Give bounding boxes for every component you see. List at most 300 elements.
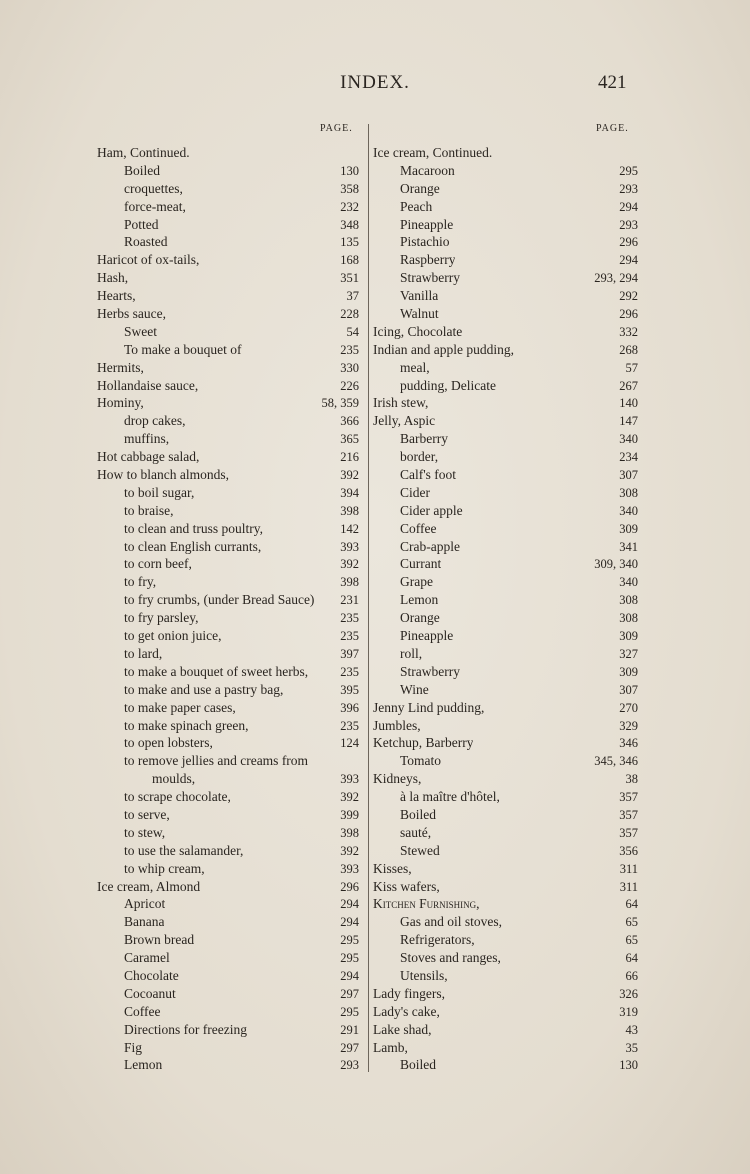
- index-entry: [373, 860, 638, 878]
- index-entry: [97, 663, 359, 681]
- index-entry-text: Stewed: [400, 842, 440, 858]
- index-entry-text: Kisses,: [373, 860, 412, 876]
- index-entry: [97, 1003, 359, 1021]
- index-entry: [97, 699, 359, 717]
- index-entry-text: Gas and oil stoves,: [400, 914, 502, 930]
- index-entry-text: Tomato: [400, 753, 442, 769]
- index-entry-text: to get onion juice,: [124, 628, 222, 644]
- index-entry-text: Lady's cake,: [373, 1003, 440, 1019]
- index-entry-page: 294: [340, 968, 359, 983]
- index-entry-text: Irish stew,: [373, 395, 429, 411]
- index-entry-page: 294: [619, 199, 638, 214]
- index-entry-text: Hominy,: [97, 395, 144, 411]
- index-entry-page: 307: [619, 468, 638, 483]
- index-entry-page: 235: [340, 629, 359, 644]
- index-entry-text: Hot cabbage salad,: [97, 449, 200, 465]
- index-entry: [373, 430, 638, 448]
- index-entry-page: 345, 346: [594, 754, 638, 769]
- index-entry-page: 330: [340, 360, 359, 375]
- index-entry-text: Lemon: [400, 592, 439, 608]
- index-entry: [373, 466, 638, 484]
- index-entry-page: 392: [340, 790, 359, 805]
- index-entry: [373, 573, 638, 591]
- index-entry: [373, 394, 638, 412]
- index-entry: [373, 913, 638, 931]
- index-entry-page: 365: [340, 432, 359, 447]
- index-entry-page: 394: [340, 485, 359, 500]
- index-entry-page: 294: [619, 253, 638, 268]
- index-entry-page: 392: [340, 468, 359, 483]
- index-entry: [373, 538, 638, 556]
- index-entry: [97, 448, 359, 466]
- index-entry: [97, 645, 359, 663]
- index-entry: [97, 573, 359, 591]
- index-entry-text: Haricot of ox-tails,: [97, 252, 200, 268]
- index-entry-text: roll,: [400, 645, 423, 661]
- index-entry-page: 340: [619, 575, 638, 590]
- right-index-column: [373, 144, 638, 1074]
- index-entry: [373, 895, 638, 913]
- index-entry-page: 311: [619, 861, 638, 876]
- index-entry-text: Directions for freezing: [124, 1021, 247, 1037]
- index-entry: [97, 323, 359, 341]
- index-entry-page: 57: [625, 360, 638, 375]
- index-entry: [97, 913, 359, 931]
- index-entry-page: 327: [619, 646, 638, 661]
- index-entry-page: 64: [625, 951, 638, 966]
- index-entry-page: 341: [619, 539, 638, 554]
- index-entry-text: Vanilla: [400, 288, 439, 304]
- index-entry-page: 135: [340, 235, 359, 250]
- index-entry: [373, 609, 638, 627]
- index-entry: [97, 627, 359, 645]
- index-entry-page: 309, 340: [594, 557, 638, 572]
- index-entry-page: 309: [619, 664, 638, 679]
- index-entry-page: 293: [340, 1058, 359, 1073]
- index-entry: [373, 842, 638, 860]
- index-entry-page: 348: [340, 217, 359, 232]
- index-entry-text: to scrape chocolate,: [124, 789, 231, 805]
- index-entry-page: 399: [340, 807, 359, 822]
- index-entry: [373, 287, 638, 305]
- index-entry: [373, 681, 638, 699]
- index-entry-text: Boiled: [400, 806, 436, 822]
- index-entry-text: Strawberry: [400, 270, 460, 286]
- index-entry: [97, 216, 359, 234]
- index-entry-text: Cider: [400, 484, 430, 500]
- index-entry: [373, 484, 638, 502]
- index-entry-text: Peach: [400, 198, 433, 214]
- index-entry-page: 397: [340, 646, 359, 661]
- index-entry: [373, 555, 638, 573]
- index-entry-page: 293: [619, 181, 638, 196]
- index-entry-page: 130: [619, 1058, 638, 1073]
- index-entry-page: 307: [619, 682, 638, 697]
- index-entry-page: 308: [619, 485, 638, 500]
- index-entry-page: 270: [619, 700, 638, 715]
- index-entry: [97, 233, 359, 251]
- index-entry-page: 357: [619, 807, 638, 822]
- index-entry: [97, 967, 359, 985]
- index-entry-page: 295: [340, 933, 359, 948]
- index-entry-page: 293: [619, 217, 638, 232]
- index-entry-text: Icing, Chocolate: [373, 323, 463, 339]
- index-entry: [97, 341, 359, 359]
- index-entry-page: 297: [340, 986, 359, 1001]
- index-entry: [373, 1056, 638, 1074]
- index-entry-text: Cider apple: [400, 502, 463, 518]
- index-entry-text: Pistachio: [400, 234, 450, 250]
- index-entry: [373, 412, 638, 430]
- index-entry-text: to use the salamander,: [124, 842, 244, 858]
- index-entry-text: Ice cream, Almond: [97, 878, 201, 894]
- index-entry: [373, 251, 638, 269]
- index-entry: [97, 412, 359, 430]
- left-index-column: [97, 144, 359, 1074]
- index-entry-text: Sweet: [124, 323, 157, 339]
- index-entry-page: 295: [340, 1004, 359, 1019]
- index-entry-page: 147: [619, 414, 638, 429]
- index-entry: [373, 162, 638, 180]
- index-entry: [373, 878, 638, 896]
- index-entry-text: Walnut: [400, 306, 439, 322]
- index-entry-text: Orange: [400, 180, 440, 196]
- index-entry-text: Apricot: [124, 896, 166, 912]
- index-entry-text: to remove jellies and creams from: [124, 753, 309, 769]
- left-column-page-label: PAGE.: [320, 123, 353, 134]
- index-entry-text: to make and use a pastry bag,: [124, 681, 284, 697]
- index-entry-page: 293, 294: [594, 271, 638, 286]
- index-entry-text: to clean English currants,: [124, 538, 262, 554]
- index-entry: [373, 949, 638, 967]
- index-entry-text: Boiled: [124, 162, 160, 178]
- index-entry-page: 140: [619, 396, 638, 411]
- index-entry-text: Ham, Continued.: [97, 145, 190, 160]
- index-entry: [97, 162, 359, 180]
- column-divider: [368, 124, 369, 1072]
- index-entry-text: Lady fingers,: [373, 985, 445, 1001]
- index-entry-text: Lake shad,: [373, 1021, 432, 1037]
- index-entry: [373, 269, 638, 287]
- index-entry: [97, 717, 359, 735]
- index-entry-page: 295: [340, 951, 359, 966]
- index-entry-page: 235: [340, 718, 359, 733]
- index-entry-page: 319: [619, 1004, 638, 1019]
- index-entry-page: 396: [340, 700, 359, 715]
- index-entry-text: to clean and truss poultry,: [124, 520, 263, 536]
- index-entry-text: to make a bouquet of sweet herbs,: [124, 663, 309, 679]
- index-entry-text: Kitchen Furnishing,: [373, 896, 480, 912]
- index-entry-text: To make a bouquet of: [124, 341, 242, 357]
- index-entry-page: 358: [340, 181, 359, 196]
- index-entry: [373, 341, 638, 359]
- index-entry-page: 226: [340, 378, 359, 393]
- index-entry-text: to boil sugar,: [124, 484, 195, 500]
- index-entry: [373, 752, 638, 770]
- index-entry-page: 357: [619, 790, 638, 805]
- index-entry: [97, 609, 359, 627]
- index-entry: [97, 180, 359, 198]
- index-entry-page: 295: [619, 163, 638, 178]
- index-entry-text: croquettes,: [124, 180, 183, 196]
- index-entry: [373, 448, 638, 466]
- index-entry: [373, 824, 638, 842]
- index-entry: [373, 502, 638, 520]
- index-entry-text: How to blanch almonds,: [97, 467, 229, 483]
- index-entry-page: 393: [340, 861, 359, 876]
- index-entry: [97, 377, 359, 395]
- index-entry: [97, 734, 359, 752]
- index-entry: [97, 484, 359, 502]
- index-entry-text: Strawberry: [400, 663, 460, 679]
- index-entry-text: Kidneys,: [373, 771, 422, 787]
- index-entry-page: 267: [619, 378, 638, 393]
- index-entry-page: 346: [619, 736, 638, 751]
- index-entry-page: 292: [619, 289, 638, 304]
- index-entry-page: 311: [619, 879, 638, 894]
- index-entry-text: border,: [400, 449, 439, 465]
- index-entry-text: Hollandaise sauce,: [97, 377, 199, 393]
- index-entry: [373, 645, 638, 663]
- index-entry-text: Jenny Lind pudding,: [373, 699, 485, 715]
- index-entry-page: 393: [340, 772, 359, 787]
- index-entry-text: to make spinach green,: [124, 717, 249, 733]
- index-entry-page: 65: [625, 933, 638, 948]
- index-entry-text: Grape: [400, 574, 433, 590]
- index-entry: [373, 591, 638, 609]
- index-entry: [97, 895, 359, 913]
- index-entry-text: Brown bread: [124, 932, 195, 948]
- index-entry: [97, 931, 359, 949]
- page-number: 421: [598, 72, 627, 93]
- index-entry: [373, 627, 638, 645]
- index-entry-page: 296: [619, 235, 638, 250]
- index-entry-page: 294: [340, 897, 359, 912]
- index-entry-text: to stew,: [124, 824, 166, 840]
- index-entry-text: Jumbles,: [373, 717, 421, 733]
- index-entry-page: 65: [625, 915, 638, 930]
- index-entry-text: Wine: [400, 681, 429, 697]
- index-entry-text: Indian and apple pudding,: [373, 341, 514, 357]
- index-entry: [97, 287, 359, 305]
- index-entry-text: Hermits,: [97, 359, 144, 375]
- index-entry: [97, 198, 359, 216]
- index-entry-page: 168: [340, 253, 359, 268]
- index-entry: [97, 788, 359, 806]
- right-column-page-label: PAGE.: [596, 123, 629, 134]
- index-entry-page: 58, 359: [321, 396, 359, 411]
- index-entry: [373, 216, 638, 234]
- index-entry-text: Barberry: [400, 431, 448, 447]
- index-entry: [97, 985, 359, 1003]
- index-entry-page: 393: [340, 539, 359, 554]
- index-entry-text: Jelly, Aspic: [373, 413, 436, 429]
- index-entry-page: 64: [625, 897, 638, 912]
- index-entry: [97, 842, 359, 860]
- index-entry-page: 37: [346, 289, 359, 304]
- index-entry-text: Orange: [400, 610, 440, 626]
- index-entry-page: 351: [340, 271, 359, 286]
- index-entry-text: to serve,: [124, 806, 170, 822]
- index-entry-page: 130: [340, 163, 359, 178]
- index-entry-page: 38: [625, 772, 638, 787]
- index-entry: [97, 251, 359, 269]
- index-entry: [97, 949, 359, 967]
- index-entry: [373, 967, 638, 985]
- index-entry-text: Raspberry: [400, 252, 456, 268]
- index-entry: [97, 430, 359, 448]
- index-entry-text: pudding, Delicate: [400, 377, 496, 393]
- index-entry-page: 216: [340, 450, 359, 465]
- page-title: INDEX.: [340, 72, 410, 93]
- index-entry-text: moulds,: [152, 771, 196, 787]
- index-entry-text: Crab-apple: [400, 538, 460, 554]
- index-entry-page: 398: [340, 575, 359, 590]
- index-entry: [373, 806, 638, 824]
- index-entry-text: Currant: [400, 556, 442, 572]
- index-entry-page: 235: [340, 664, 359, 679]
- index-entry-page: 340: [619, 503, 638, 518]
- index-entry: [97, 806, 359, 824]
- index-entry: [373, 717, 638, 735]
- index-entry: [97, 878, 359, 896]
- index-entry-text: Coffee: [124, 1003, 161, 1019]
- index-entry-page: 54: [346, 324, 359, 339]
- index-entry-page: 297: [340, 1040, 359, 1055]
- index-entry-text: Chocolate: [124, 967, 179, 983]
- index-entry-page: 35: [625, 1040, 638, 1055]
- index-entry: [373, 770, 638, 788]
- index-entry-page: 356: [619, 843, 638, 858]
- index-entry: [97, 752, 359, 770]
- index-entry-page: 395: [340, 682, 359, 697]
- index-entry: [97, 502, 359, 520]
- index-entry-page: 235: [340, 342, 359, 357]
- index-entry-page: 332: [619, 324, 638, 339]
- index-entry: [373, 663, 638, 681]
- index-entry-page: 329: [619, 718, 638, 733]
- index-entry: [373, 1021, 638, 1039]
- index-entry-page: 294: [340, 915, 359, 930]
- index-entry-page: 231: [340, 593, 359, 608]
- index-entry-text: Lamb,: [373, 1039, 408, 1055]
- index-entry: [97, 1021, 359, 1039]
- index-entry-text: Roasted: [124, 234, 168, 250]
- index-entry-text: to make paper cases,: [124, 699, 236, 715]
- index-entry-text: Boiled: [400, 1057, 436, 1073]
- index-entry-text: Hash,: [97, 270, 129, 286]
- index-entry-text: Pineapple: [400, 216, 454, 232]
- index-entry-text: Refrigerators,: [400, 932, 475, 948]
- index-entry-text: Ketchup, Barberry: [373, 735, 474, 751]
- index-entry-text: Hearts,: [97, 288, 136, 304]
- index-entry: [373, 180, 638, 198]
- index-entry: [373, 699, 638, 717]
- index-entry-text: Stoves and ranges,: [400, 950, 501, 966]
- index-entry-text: à la maître d'hôtel,: [400, 789, 500, 805]
- index-entry-text: to open lobsters,: [124, 735, 213, 751]
- index-entry-text: Fig: [124, 1039, 143, 1055]
- index-entry-page: 308: [619, 593, 638, 608]
- index-entry-text: Banana: [124, 914, 165, 930]
- index-entry-text: to fry parsley,: [124, 610, 199, 626]
- index-entry-page: 268: [619, 342, 638, 357]
- index-entry: [97, 824, 359, 842]
- index-entry: [373, 734, 638, 752]
- index-entry: [97, 770, 359, 788]
- index-entry-text: Calf's foot: [400, 467, 457, 483]
- index-entry: [97, 555, 359, 573]
- index-entry-page: 66: [625, 968, 638, 983]
- index-entry-text: meal,: [400, 359, 430, 375]
- index-entry-text: Utensils,: [400, 967, 448, 983]
- index-entry-page: 366: [340, 414, 359, 429]
- index-entry: [97, 466, 359, 484]
- index-entry-text: muffins,: [124, 431, 170, 447]
- index-entry-text: Caramel: [124, 950, 170, 966]
- index-entry: [97, 681, 359, 699]
- index-entry-page: 392: [340, 557, 359, 572]
- index-entry-text: to braise,: [124, 502, 174, 518]
- index-entry-text: to fry,: [124, 574, 157, 590]
- index-entry: [373, 144, 638, 162]
- index-entry: [97, 1039, 359, 1057]
- index-entry: [373, 520, 638, 538]
- index-entry-page: 43: [625, 1022, 638, 1037]
- index-entry: [373, 985, 638, 1003]
- index-entry: [373, 1003, 638, 1021]
- index-entry: [97, 538, 359, 556]
- index-entry-page: 232: [340, 199, 359, 214]
- index-entry: [373, 198, 638, 216]
- index-entry-page: 398: [340, 825, 359, 840]
- index-entry-text: Pineapple: [400, 628, 454, 644]
- index-entry-text: Coffee: [400, 520, 437, 536]
- index-entry: [97, 269, 359, 287]
- index-entry-page: 340: [619, 432, 638, 447]
- index-entry: [373, 931, 638, 949]
- index-entry-text: force-meat,: [124, 198, 186, 214]
- index-entry-text: Lemon: [124, 1057, 163, 1073]
- index-entry-text: Cocoanut: [124, 985, 176, 1001]
- index-entry-page: 308: [619, 611, 638, 626]
- index-entry-page: 398: [340, 503, 359, 518]
- index-entry: [97, 144, 359, 162]
- index-entry: [97, 1056, 359, 1074]
- index-entry: [373, 323, 638, 341]
- index-entry-text: Herbs sauce,: [97, 306, 166, 322]
- index-entry: [373, 305, 638, 323]
- index-entry-text: to fry crumbs, (under Bread Sauce): [124, 592, 315, 608]
- index-entry: [97, 591, 359, 609]
- index-entry: [97, 305, 359, 323]
- index-entry-page: 291: [340, 1022, 359, 1037]
- index-entry: [373, 377, 638, 395]
- index-entry-page: 235: [340, 611, 359, 626]
- index-entry-text: to corn beef,: [124, 556, 192, 572]
- index-entry-page: 296: [340, 879, 359, 894]
- index-entry: [97, 860, 359, 878]
- index-entry-page: 296: [619, 307, 638, 322]
- index-entry-text: sauté,: [400, 824, 432, 840]
- index-entry-page: 142: [340, 521, 359, 536]
- index-entry-page: 309: [619, 521, 638, 536]
- index-entry: [97, 359, 359, 377]
- index-entry-page: 228: [340, 307, 359, 322]
- index-entry: [97, 520, 359, 538]
- index-entry-page: 124: [340, 736, 359, 751]
- index-entry: [373, 233, 638, 251]
